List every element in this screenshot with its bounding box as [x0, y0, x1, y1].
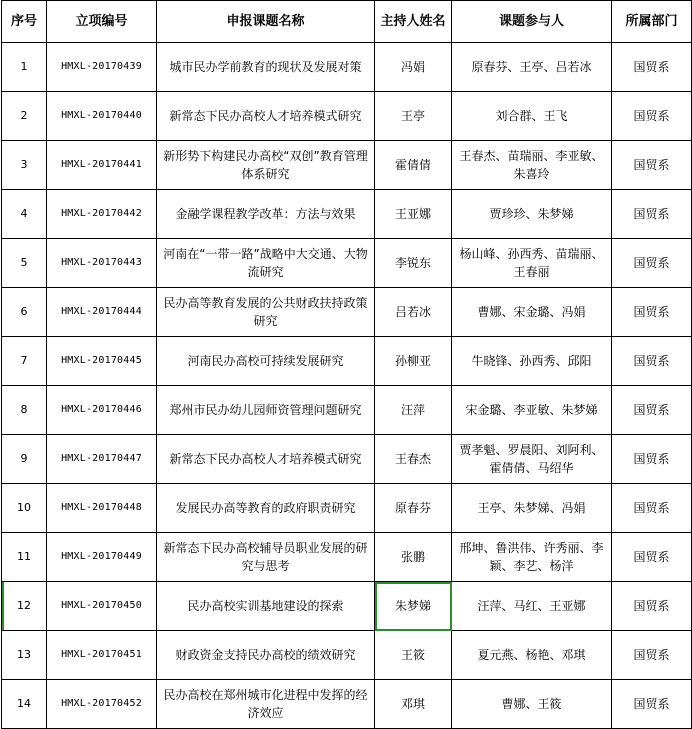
table-row	[2, 533, 692, 582]
cell-department[interactable]: 国贸系	[612, 288, 692, 337]
cell-project-code[interactable]: HMXL-20170443	[47, 239, 157, 288]
header-cell-index[interactable]: 序号	[2, 1, 47, 43]
cell-index[interactable]: 9	[2, 435, 47, 484]
cell-host[interactable]: 李锐东	[375, 239, 452, 288]
cell-project-code[interactable]: HMXL-20170448	[47, 484, 157, 533]
cell-participants[interactable]: 宋金璐、李亚敏、朱梦娣	[452, 386, 612, 435]
cell-host-selected[interactable]: 朱梦娣	[375, 582, 452, 631]
cell-project-title[interactable]: 河南民办高校可持续发展研究	[157, 337, 375, 386]
cell-project-title[interactable]: 城市民办学前教育的现状及发展对策	[157, 43, 375, 92]
cell-index[interactable]: 8	[2, 386, 47, 435]
header-cell-participants[interactable]: 课题参与人	[452, 1, 612, 43]
cell-department[interactable]: 国贸系	[612, 141, 692, 190]
cell-department[interactable]: 国贸系	[612, 190, 692, 239]
table-row	[2, 484, 692, 533]
table-row	[2, 582, 692, 631]
cell-host[interactable]: 王亚娜	[375, 190, 452, 239]
cell-department[interactable]: 国贸系	[612, 337, 692, 386]
project-table	[1, 0, 692, 729]
cell-host[interactable]: 张鹏	[375, 533, 452, 582]
table-row	[2, 435, 692, 484]
cell-project-title[interactable]: 河南在“一带一路”战略中大交通、大物流研究	[157, 239, 375, 288]
cell-project-title[interactable]: 新形势下构建民办高校“双创”教育管理体系研究	[157, 141, 375, 190]
cell-project-title[interactable]: 新常态下民办高校人才培养模式研究	[157, 92, 375, 141]
cell-department[interactable]: 国贸系	[612, 92, 692, 141]
cell-project-title[interactable]: 新常态下民办高校辅导员职业发展的研究与思考	[157, 533, 375, 582]
cell-host[interactable]: 霍倩倩	[375, 141, 452, 190]
header-cell-department[interactable]: 所属部门	[612, 1, 692, 43]
cell-index[interactable]: 7	[2, 337, 47, 386]
table-row	[2, 239, 692, 288]
header-row	[2, 1, 692, 43]
cell-index[interactable]: 13	[2, 631, 47, 680]
cell-project-title[interactable]: 民办高校在郑州城市化进程中发挥的经济效应	[157, 680, 375, 729]
cell-participants[interactable]: 王亭、朱梦娣、冯娟	[452, 484, 612, 533]
cell-index[interactable]: 11	[2, 533, 47, 582]
cell-host[interactable]: 孙柳亚	[375, 337, 452, 386]
cell-project-code[interactable]: HMXL-20170441	[47, 141, 157, 190]
cell-project-title[interactable]: 新常态下民办高校人才培养模式研究	[157, 435, 375, 484]
table-row	[2, 337, 692, 386]
cell-participants[interactable]: 邢坤、鲁洪伟、许秀丽、李颖、李艺、杨洋	[452, 533, 612, 582]
cell-project-code[interactable]: HMXL-20170445	[47, 337, 157, 386]
cell-participants[interactable]: 曹娜、王筱	[452, 680, 612, 729]
cell-department[interactable]: 国贸系	[612, 582, 692, 631]
cell-host[interactable]: 汪萍	[375, 386, 452, 435]
cell-department[interactable]: 国贸系	[612, 533, 692, 582]
cell-index[interactable]: 2	[2, 92, 47, 141]
table-row	[2, 190, 692, 239]
cell-department[interactable]: 国贸系	[612, 680, 692, 729]
cell-participants[interactable]: 王春杰、苗瑞丽、李亚敏、朱喜玲	[452, 141, 612, 190]
header-cell-project-code[interactable]: 立项编号	[47, 1, 157, 43]
table-row	[2, 680, 692, 729]
cell-department[interactable]: 国贸系	[612, 386, 692, 435]
cell-index[interactable]: 1	[2, 43, 47, 92]
cell-project-title[interactable]: 发展民办高等教育的政府职责研究	[157, 484, 375, 533]
cell-host[interactable]: 王筱	[375, 631, 452, 680]
cell-project-code[interactable]: HMXL-20170439	[47, 43, 157, 92]
cell-project-code[interactable]: HMXL-20170452	[47, 680, 157, 729]
cell-project-code[interactable]: HMXL-20170442	[47, 190, 157, 239]
cell-index[interactable]: 10	[2, 484, 47, 533]
header-cell-project-title[interactable]: 申报课题名称	[157, 1, 375, 43]
cell-host[interactable]: 吕若冰	[375, 288, 452, 337]
cell-host[interactable]: 王亭	[375, 92, 452, 141]
cell-participants[interactable]: 原春芬、王亭、吕若冰	[452, 43, 612, 92]
cell-project-code[interactable]: HMXL-20170440	[47, 92, 157, 141]
cell-project-code[interactable]: HMXL-20170447	[47, 435, 157, 484]
cell-host[interactable]: 邓琪	[375, 680, 452, 729]
cell-host[interactable]: 原春芬	[375, 484, 452, 533]
cell-participants[interactable]: 贾珍珍、朱梦娣	[452, 190, 612, 239]
cell-index[interactable]: 12	[2, 582, 47, 631]
cell-project-title[interactable]: 郑州市民办幼儿园师资管理问题研究	[157, 386, 375, 435]
cell-project-code[interactable]: HMXL-20170444	[47, 288, 157, 337]
cell-participants[interactable]: 曹娜、宋金璐、冯娟	[452, 288, 612, 337]
cell-participants[interactable]: 贾孝魁、罗晨阳、刘阿利、霍倩倩、马绍华	[452, 435, 612, 484]
cell-department[interactable]: 国贸系	[612, 435, 692, 484]
cell-host[interactable]: 冯娟	[375, 43, 452, 92]
cell-participants[interactable]: 牛晓锋、孙西秀、邱阳	[452, 337, 612, 386]
cell-department[interactable]: 国贸系	[612, 631, 692, 680]
table-row	[2, 631, 692, 680]
cell-department[interactable]: 国贸系	[612, 239, 692, 288]
cell-project-title[interactable]: 财政资金支持民办高校的绩效研究	[157, 631, 375, 680]
table-row	[2, 141, 692, 190]
cell-project-title[interactable]: 民办高等教育发展的公共财政扶持政策研究	[157, 288, 375, 337]
table-row	[2, 386, 692, 435]
cell-index[interactable]: 3	[2, 141, 47, 190]
cell-index[interactable]: 5	[2, 239, 47, 288]
cell-department[interactable]: 国贸系	[612, 43, 692, 92]
cell-participants[interactable]: 刘合群、王飞	[452, 92, 612, 141]
cell-project-code[interactable]: HMXL-20170450	[47, 582, 157, 631]
table-row	[2, 92, 692, 141]
table-row	[2, 288, 692, 337]
cell-participants[interactable]: 夏元燕、杨艳、邓琪	[452, 631, 612, 680]
cell-project-title[interactable]: 民办高校实训基地建设的探索	[157, 582, 375, 631]
table-row	[2, 43, 692, 92]
cell-index[interactable]: 4	[2, 190, 47, 239]
cell-department[interactable]: 国贸系	[612, 484, 692, 533]
cell-participants[interactable]: 杨山峰、孙西秀、苗瑞丽、王春丽	[452, 239, 612, 288]
cell-index[interactable]: 6	[2, 288, 47, 337]
header-cell-host[interactable]: 主持人姓名	[375, 1, 452, 43]
cell-project-code[interactable]: HMXL-20170451	[47, 631, 157, 680]
cell-index[interactable]: 14	[2, 680, 47, 729]
cell-project-code[interactable]: HMXL-20170449	[47, 533, 157, 582]
cell-participants[interactable]: 汪萍、马红、王亚娜	[452, 582, 612, 631]
cell-host[interactable]: 王春杰	[375, 435, 452, 484]
cell-project-title[interactable]: 金融学课程教学改革：方法与效果	[157, 190, 375, 239]
cell-project-code[interactable]: HMXL-20170446	[47, 386, 157, 435]
